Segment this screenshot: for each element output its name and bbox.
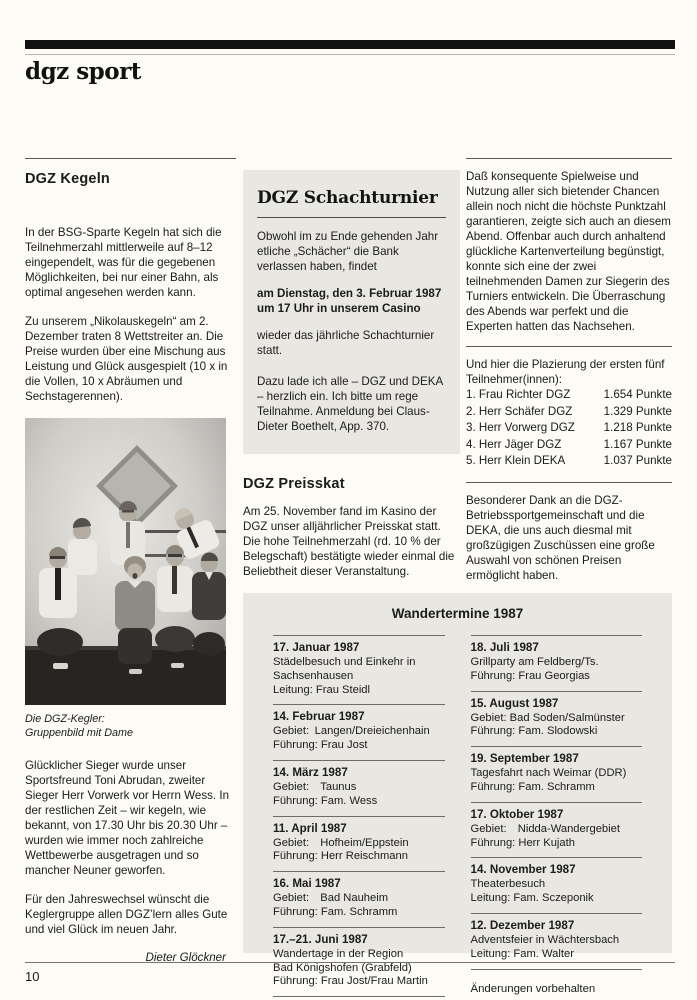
schach-date-highlight: am Dienstag, den 3. Februar 1987 um 17 Uhr in unserem Casino xyxy=(257,287,442,315)
photo-caption-line-2: Gruppenbild mit Dame xyxy=(25,727,134,739)
schach-heading-rule xyxy=(257,217,446,218)
wander-entry-line: Führung: Fam. Slodowski xyxy=(470,725,598,738)
wander-entry-line: Führung: Frau Jost xyxy=(273,739,368,752)
column-kegeln xyxy=(25,158,236,964)
section-rule xyxy=(25,158,236,159)
wander-entry-line: Gebiet: Nidda-Wandergebiet xyxy=(470,822,620,835)
wander-entry-date: 18. Juli 1987 xyxy=(470,641,539,654)
wandertermine-title: Wandertermine 1987 xyxy=(391,606,524,621)
kegeln-paragraph-2: Zu unserem „Nikolauskegeln“ am 2. Dezember traten 8 Wettstreiter an. Die Preise wurden über eine Mischung aus Leistung und Glück ausgespielt (10 x in die Vollen, 10 x Abräumen und Sechstagerennen). xyxy=(25,315,228,403)
schach-paragraph-3: Dazu lade ich alle – DGZ und DEKA – herzlich ein. Ich bitte um rege Teilnahme. Anmeldung bei Claus-Dieter Boethelt, App. 370. xyxy=(257,375,443,433)
column-middle xyxy=(243,158,460,579)
wander-entry-line: Gebiet: Bad Nauheim xyxy=(273,892,389,905)
preisskat-heading: DGZ Preisskat xyxy=(243,476,345,492)
schach-heading: DGZ Schachturnier xyxy=(257,188,438,208)
wander-entry-line: Tagesfahrt nach Weimar (DDR) xyxy=(470,767,627,780)
wander-entry-line: Führung: Frau Jost/Frau Martin xyxy=(273,975,428,988)
wander-entry xyxy=(471,857,643,913)
placement-intro: Und hier die Plazierung der ersten fünf Teilnehmer(innen): xyxy=(466,358,665,386)
wander-entry xyxy=(471,635,643,691)
placement-row xyxy=(466,453,672,470)
section-rule xyxy=(466,158,672,159)
wander-entry xyxy=(471,802,643,858)
placement-name: 2. Herr Schäfer DGZ xyxy=(466,404,573,418)
skat-paragraph-1: Daß konsequente Spielweise und Nutzung aller sich bietender Chancen allein noch nicht die höchste Punktzahl garantieren, zeigte sich auch an diesem Abend. Offenbar auch durch anhaltend glückliche Kartenverteilung begünstigt, konnte sich eine der zwei teilnehmenden Damen zur Siegerin des Turniers entwickeln. Die Überraschung des Abends war perfekt und die Experten hatten das Nachsehen. xyxy=(466,170,671,333)
wander-entry-date: 12. Dezember 1987 xyxy=(470,918,575,932)
placement-name: 4. Herr Jäger DGZ xyxy=(466,437,562,451)
wander-entry-line: Führung: Fam. Wess xyxy=(273,794,378,807)
wander-note: Änderungen vorbehalten xyxy=(470,982,596,995)
placement-row xyxy=(466,387,672,404)
wander-entry-date: 16. Mai 1987 xyxy=(273,877,341,891)
wander-entry xyxy=(471,913,643,969)
placement-points: 1.167 Punkte xyxy=(603,437,672,451)
placement-points: 1.218 Punkte xyxy=(603,421,672,434)
page-title: dgz sport xyxy=(25,58,141,85)
column-skat-report xyxy=(466,158,672,606)
kegeln-paragraph-1: In der BSG-Sparte Kegeln hat sich die Teilnehmerzahl mittlerweile auf 8–12 eingependelt, was für die gegebenen Möglichkeiten, bei nur einer Bahn, als optimal angesehen werden kann. xyxy=(25,226,222,299)
wander-entry xyxy=(273,704,445,760)
wander-entry-line: Grillparty am Feldberg/Ts. xyxy=(470,656,599,668)
wander-entry-date: 14. November 1987 xyxy=(470,863,576,877)
wander-entry-line: Gebiet: Hofheim/Eppstein xyxy=(273,836,409,849)
wander-entry-date: 17. Oktober 1987 xyxy=(470,807,564,821)
skat-thanks-paragraph: Besonderer Dank an die DGZ-Betriebssportgemeinschaft und die DEKA, die uns auch diesmal mit großzügigen Zuschüssen eine große Auswahl von schönen Preisen ermöglicht haben. xyxy=(466,493,655,582)
wander-entry-line: Leitung: Fam. Walter xyxy=(470,947,574,960)
wander-entry-line: Städelbesuch und Einkehr in xyxy=(273,656,416,668)
wander-entry-line: Gebiet: Langen/Dreieichenhain xyxy=(273,725,430,738)
photo-caption xyxy=(25,712,236,740)
kegeln-paragraph-3: Glücklicher Sieger wurde unser Sportsfreund Toni Abrudan, zweiter Sieger Herr Vorwerk vor Herrn Wess. In der restlichen Zeit – wir kegeln, wie bekannt, von 17.30 Uhr bis 20.30 Uhr – wurden wie immer noch zahlreiche Wettbewerbe ausgetragen und so mancher Neuner geworfen. xyxy=(25,759,230,877)
schach-paragraph-1: Obwohl im zu Ende gehenden Jahr etliche „Schächer“ die Bank verlassen haben, findet xyxy=(257,230,439,273)
placement-list xyxy=(466,387,672,470)
wander-entries-left xyxy=(273,635,445,997)
wandertermine-columns xyxy=(273,635,642,997)
wander-entry-line: Theaterbesuch xyxy=(470,878,546,891)
skat-divider-2 xyxy=(466,482,672,483)
wander-entry-date: 19. September 1987 xyxy=(470,752,579,766)
schachturnier-box xyxy=(243,170,460,454)
skat-divider-1 xyxy=(466,346,672,347)
wander-entry-date: 11. April 1987 xyxy=(273,821,347,835)
wander-entry-date: 17.–21. Juni 1987 xyxy=(273,932,368,946)
wander-entry-line: Führung: Herr Kujath xyxy=(470,836,575,849)
wander-column-right xyxy=(471,635,643,997)
wander-entry-line: Führung: Fam. Schramm xyxy=(470,780,595,793)
schach-paragraph-2: wieder das jährliche Schachturnier statt. xyxy=(257,329,435,357)
masthead-rule-bar xyxy=(25,40,675,49)
wander-entry-line: Bad Königshofen (Grabfeld) xyxy=(273,961,412,974)
placement-name: 5. Herr Klein DEKA xyxy=(466,454,566,467)
wander-entry-line: Sachsenhausen xyxy=(273,669,354,682)
wander-entry xyxy=(273,635,445,704)
photo-caption-line-1: Die DGZ-Kegler: xyxy=(25,713,105,725)
wander-entry-date: 17. Januar 1987 xyxy=(273,641,360,654)
wander-entry-line: Gebiet: Taunus xyxy=(273,780,357,793)
placement-row xyxy=(466,420,672,437)
placement-points: 1.329 Punkte xyxy=(603,404,672,418)
kegeln-paragraph-4: Für den Jahreswechsel wünscht die Keglergruppe allen DGZ’lern alles Gute und viel Glück im neuen Jahr. xyxy=(25,893,228,936)
placement-row xyxy=(466,404,672,421)
preisskat-section xyxy=(243,476,460,579)
preisskat-paragraph: Am 25. November fand im Kasino der DGZ unser alljährlicher Preisskat statt. Die hohe Teilnehmerzahl (rd. 10 % der Belegschaft) bestätigte wieder einmal die Beliebtheit dieser Veranstaltung. xyxy=(243,505,455,578)
placement-name: 3. Herr Vorwerg DGZ xyxy=(466,421,575,434)
wander-entry-line: Führung: Fam. Schramm xyxy=(273,905,398,918)
placement-points: 1.654 Punkte xyxy=(603,388,672,401)
kegeln-signature: Dieter Glöckner xyxy=(145,951,226,964)
wander-entry-date: 15. August 1987 xyxy=(470,696,559,710)
wander-entry-line: Wandertage in der Region xyxy=(273,947,404,960)
wander-column-left xyxy=(273,635,445,997)
wander-entry xyxy=(471,691,643,747)
page-number: 10 xyxy=(25,969,40,984)
wander-entries-right xyxy=(471,635,643,970)
placement-name: 1. Frau Richter DGZ xyxy=(466,388,571,401)
masthead-thin-rule xyxy=(25,54,675,55)
placement-row xyxy=(466,437,672,454)
kegler-group-photo xyxy=(25,418,226,705)
wander-entry xyxy=(273,816,445,872)
wander-entry-date: 14. Februar 1987 xyxy=(273,710,365,724)
wander-entry-line: Adventsfeier in Wächtersbach xyxy=(470,933,620,946)
wander-entry-line: Gebiet: Bad Soden/Salmünster xyxy=(470,711,625,724)
wander-entry-line: Leitung: Fam. Sczeponik xyxy=(470,892,594,905)
footer-rule xyxy=(25,962,675,963)
kegeln-heading: DGZ Kegeln xyxy=(25,171,110,187)
placement-points: 1.037 Punkte xyxy=(603,454,672,467)
wander-entry-line: Führung: Frau Georgias xyxy=(470,669,590,682)
wander-entry-date: 14. März 1987 xyxy=(273,765,348,779)
wander-entry xyxy=(273,760,445,816)
wander-entry xyxy=(471,746,643,802)
wander-entry-line: Führung: Herr Reischmann xyxy=(273,850,408,863)
wandertermine-box xyxy=(243,593,672,995)
wander-entry-line: Leitung: Frau Steidl xyxy=(273,683,371,696)
wander-entry xyxy=(273,871,445,927)
